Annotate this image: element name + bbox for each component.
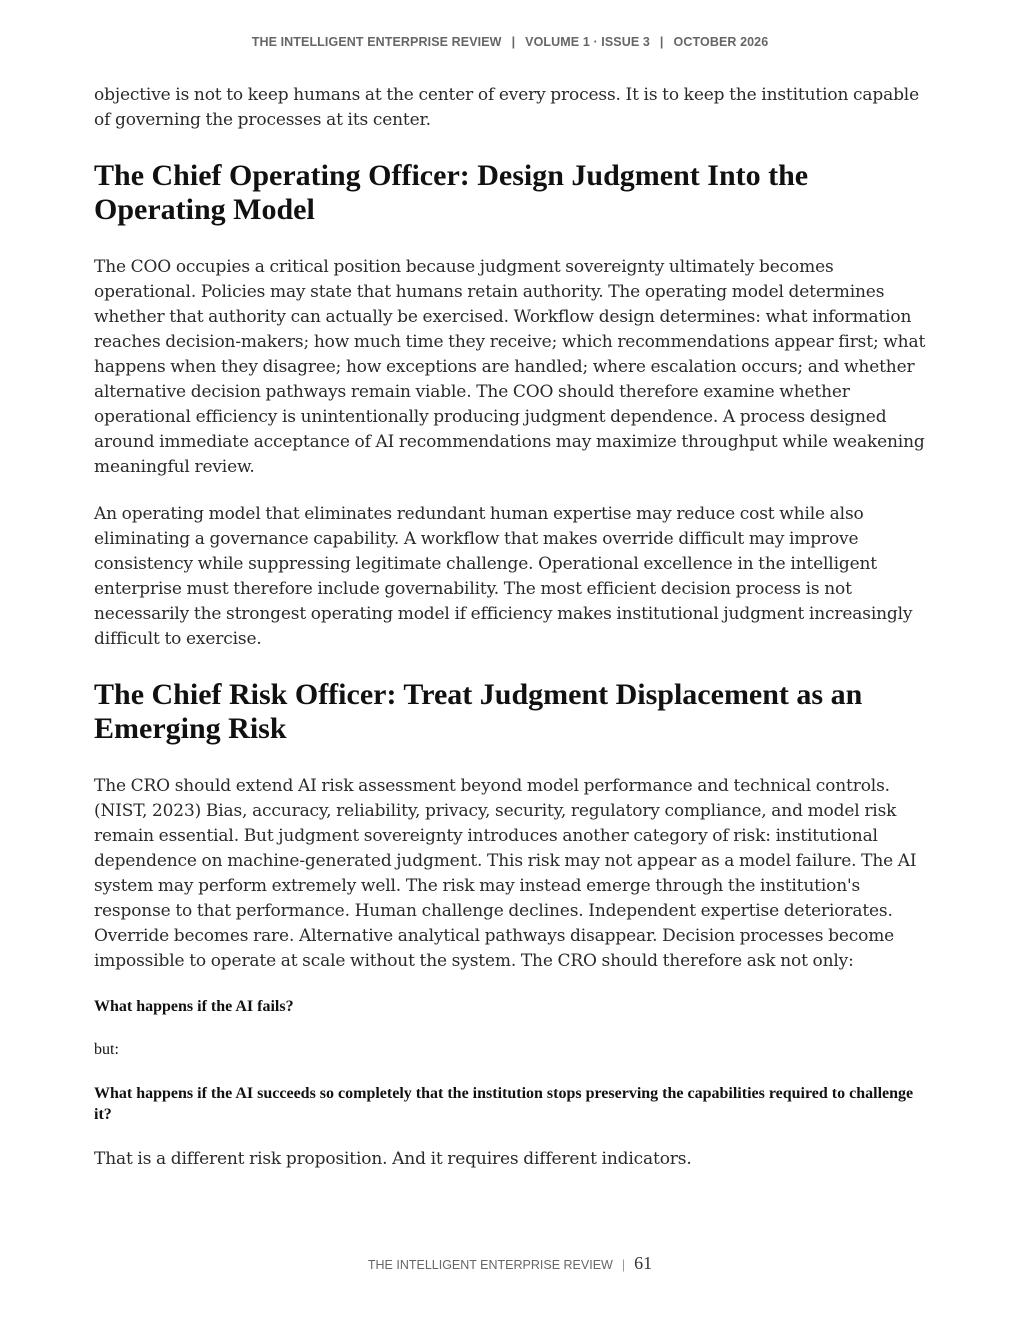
coo-paragraph-1: The COO occupies a critical position because judgment sovereignty ultimately becomes operational. Policies may state that humans retain authority. The operating model determines whether that authority can actually be exercised. Workflow design determines: what information reaches decision-makers; how much time they receive; which recommendations appear first; what happens when they disagree; how exceptions are handled; where escalation occurs; and whether alternative decision pathways remain viable. The COO should therefore examine whether operational efficiency is unintentionally producing judgment dependence. A process designed around immediate acceptance of AI recommendations may maximize throughput while weakening meaningful review.	[94, 257, 926, 477]
intro-continuation-paragraph: objective is not to keep humans at the center of every process. It is to keep the institution capable of governing the processes at its center.	[94, 85, 919, 130]
header-issue: VOLUME 1 · ISSUE 3	[525, 35, 650, 49]
header-date: OCTOBER 2026	[673, 35, 769, 49]
cro-question-ai-fails: What happens if the AI fails?	[94, 998, 294, 1015]
cro-paragraph: The CRO should extend AI risk assessment beyond model performance and technical controls. (NIST, 2023) Bias, accuracy, reliability, privacy, security, regulatory compliance, and model risk remain essential. But judgment sovereignty introduces another category of risk: institutional dependence on machine-generated judgment. This risk may not appear as a model failure. The AI system may perform extremely well. The risk may instead emerge through the institution's response to that performance. Human challenge declines. Independent expertise deteriorates. Override becomes rare. Alternative analytical pathways disappear. Decision processes become impossible to operate at scale without the system. The CRO should therefore ask not only:	[94, 776, 917, 971]
header-separator: |	[659, 35, 664, 49]
header-publication-name: THE INTELLIGENT ENTERPRISE REVIEW	[251, 35, 502, 49]
running-footer	[0, 1253, 1020, 1274]
page-number: 61	[634, 1253, 653, 1273]
article-body	[94, 83, 930, 1194]
running-header	[0, 35, 1020, 49]
cro-closing-paragraph: That is a different risk proposition. And it requires different indicators.	[94, 1149, 692, 1169]
coo-section-heading: The Chief Operating Officer: Design Judgment Into the Operating Model	[94, 159, 809, 226]
cro-connector-text: but:	[94, 1041, 119, 1058]
coo-paragraph-2: An operating model that eliminates redundant human expertise may reduce cost while also eliminating a governance capability. A workflow that makes override difficult may improve consistency while suppressing legitimate challenge. Operational excellence in the intelligent enterprise must therefore include governability. The most efficient decision process is not necessarily the strongest operating model if efficiency makes institutional judgment increasingly difficult to exercise.	[94, 504, 913, 649]
footer-separator: |	[621, 1258, 626, 1272]
cro-section-heading: The Chief Risk Officer: Treat Judgment Displacement as an Emerging Risk	[94, 678, 863, 745]
cro-question-ai-succeeds: What happens if the AI succeeds so completely that the institution stops preserving the capabilities required to challenge it?	[94, 1085, 914, 1123]
header-separator: |	[511, 35, 516, 49]
footer-publication-name: THE INTELLIGENT ENTERPRISE REVIEW	[367, 1258, 613, 1272]
